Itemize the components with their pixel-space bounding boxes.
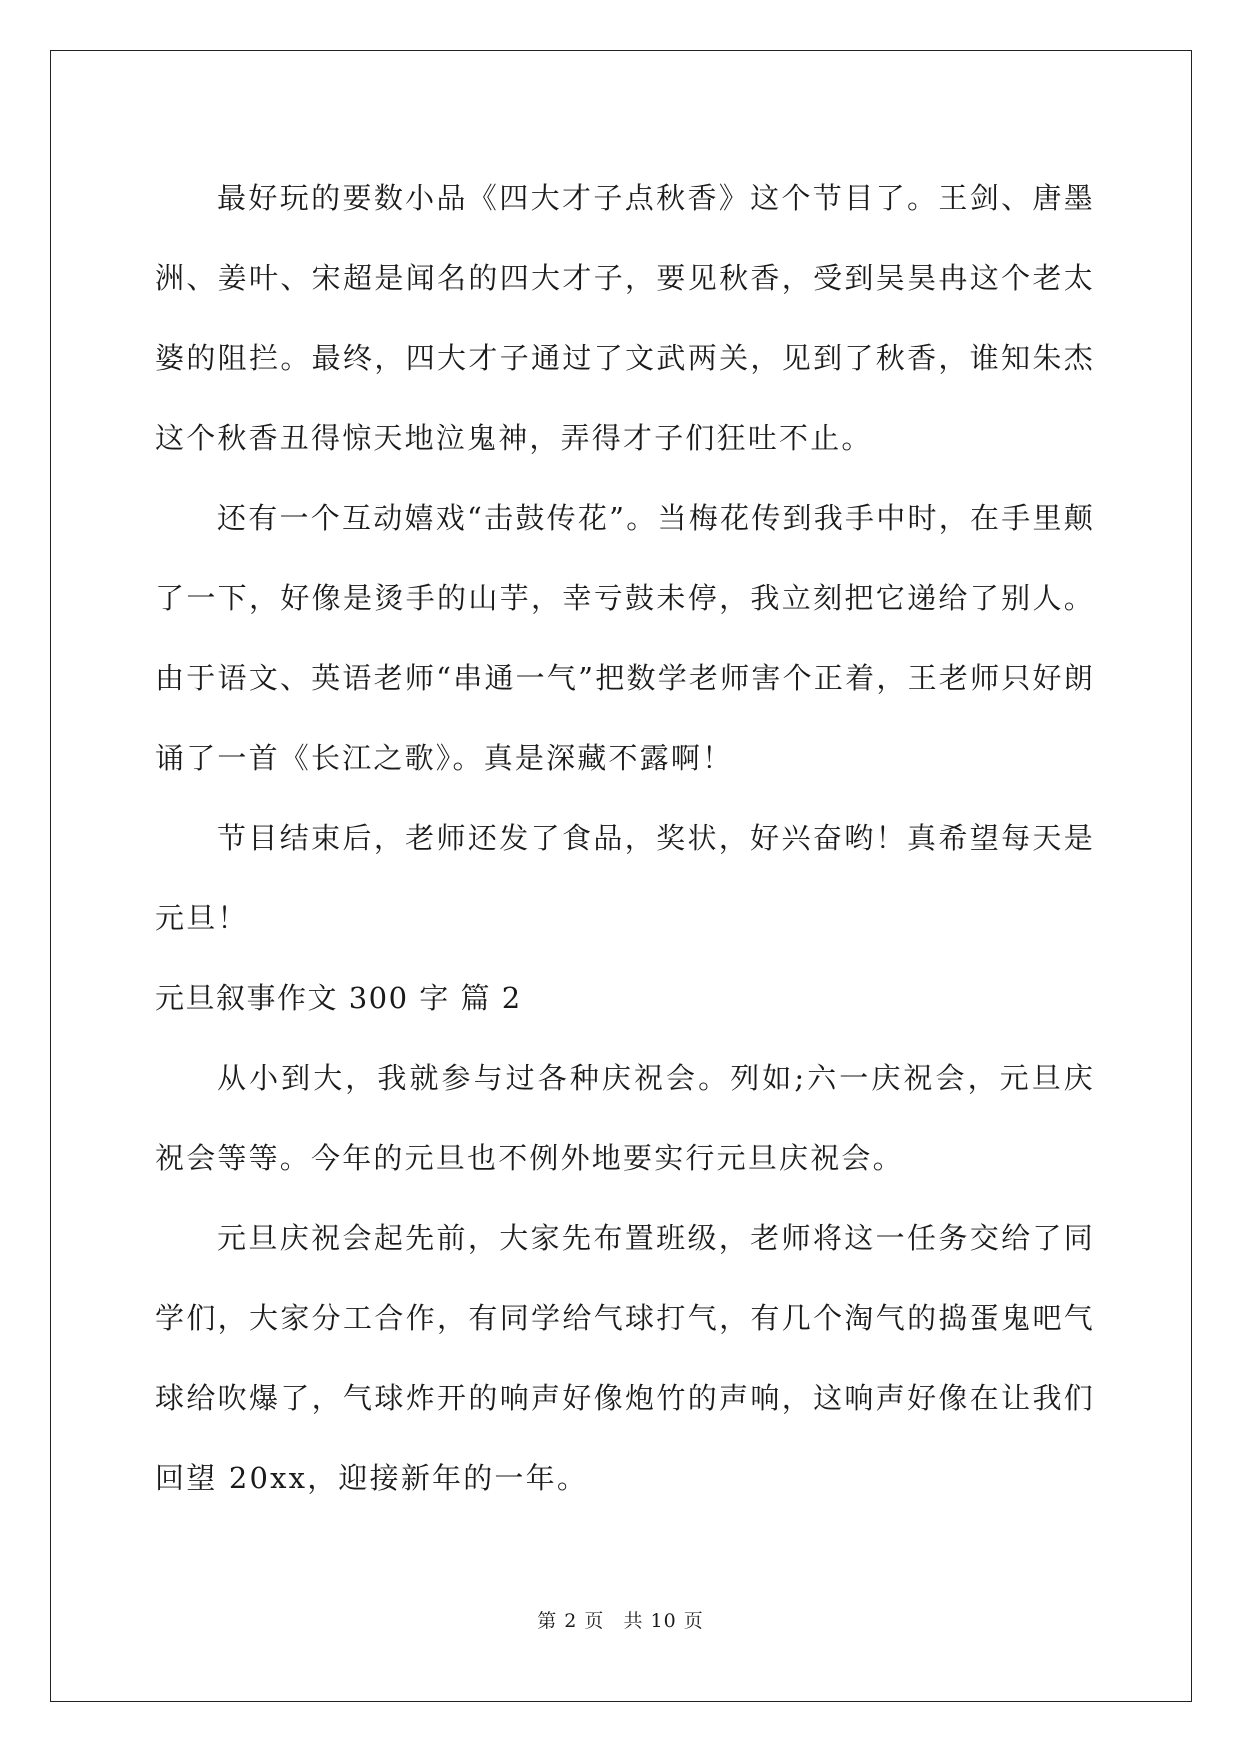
paragraph: 最好玩的要数小品《四大才子点秋香》这个节目了。王剑、唐墨洲、姜叶、宋超是闻名的四大才子，要见秋香，受到吴昊冉这个老太婆的阻拦。最终，四大才子通过了文武两关，见到了秋香，谁知朱杰这个秋香丑得惊天地泣鬼神，弄得才子们狂吐不止。 (155, 181, 1095, 455)
section-heading: 元旦叙事作文 300 字 篇 2 (155, 981, 522, 1015)
page-footer (0, 1606, 1241, 1633)
total-pages: 共 10 页 (623, 1610, 704, 1632)
paragraph: 节目结束后，老师还发了食品，奖状，好兴奋哟！真希望每天是元旦！ (155, 821, 1095, 935)
paragraph: 从小到大，我就参与过各种庆祝会。列如;六一庆祝会，元旦庆祝会等等。今年的元旦也不例外地要实行元旦庆祝会。 (155, 1061, 1095, 1175)
page-number: 第 2 页 (537, 1610, 605, 1632)
document-body (155, 158, 1095, 1518)
paragraph: 元旦庆祝会起先前，大家先布置班级，老师将这一任务交给了同学们，大家分工合作，有同学给气球打气，有几个淘气的捣蛋鬼吧气球给吹爆了，气球炸开的响声好像炮竹的声响，这响声好像在让我们回望 20xx，迎接新年的一年。 (155, 1221, 1095, 1495)
paragraph: 还有一个互动嬉戏“击鼓传花”。当梅花传到我手中时，在手里颠了一下，好像是烫手的山芋，幸亏鼓未停，我立刻把它递给了别人。由于语文、英语老师“串通一气”把数学老师害个正着，王老师只好朗诵了一首《长江之歌》。真是深藏不露啊！ (155, 501, 1095, 775)
